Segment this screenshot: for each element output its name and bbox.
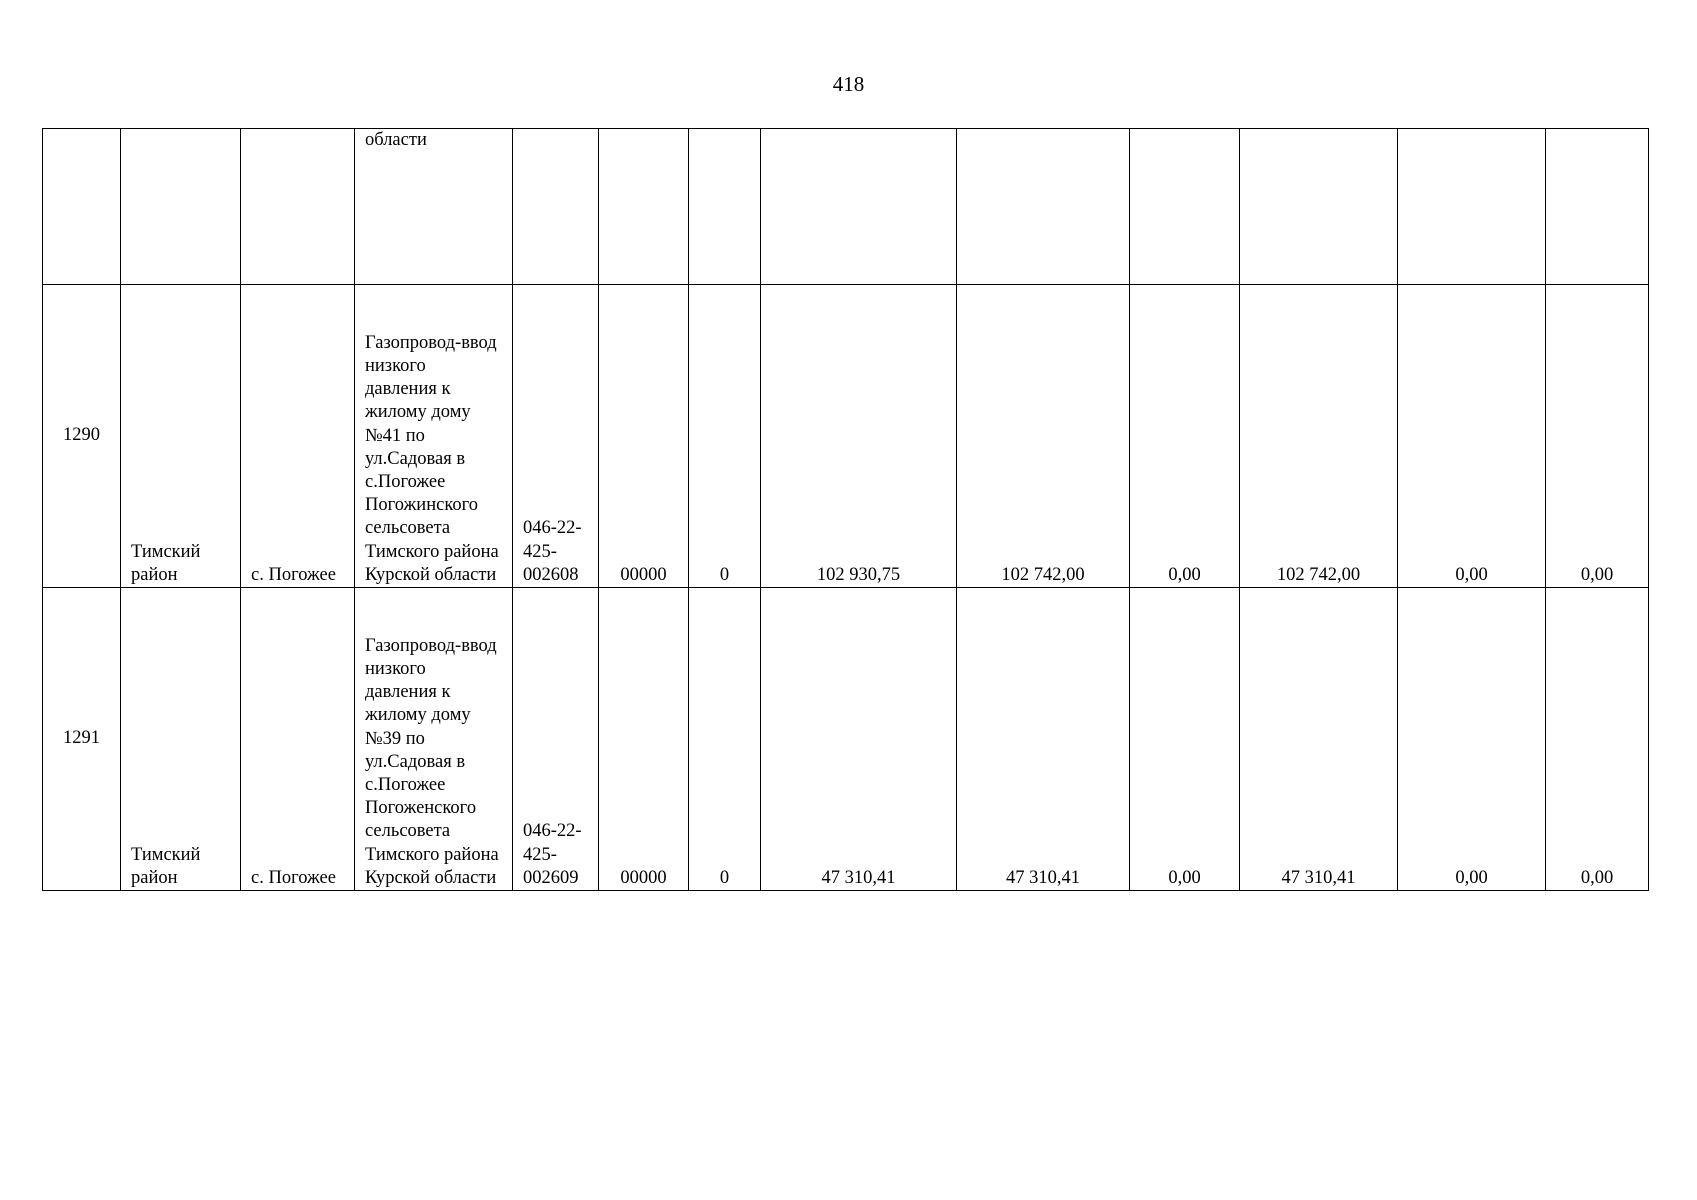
cell-value2: 102 742,00	[957, 285, 1130, 588]
table-row-continued	[43, 129, 1649, 285]
cell-district	[121, 588, 241, 891]
cell-district	[121, 285, 241, 588]
cell-value3: 0,00	[1130, 285, 1240, 588]
page-number: 418	[832, 72, 865, 96]
cell-number: 1290	[43, 285, 121, 588]
cell-value6: 0,00	[1546, 285, 1649, 588]
cell-value5: 0,00	[1398, 588, 1546, 891]
district-text: Тимский район	[131, 844, 201, 888]
table-row	[43, 285, 1649, 588]
cell-code2: 00000	[599, 285, 689, 588]
registry-code-text: 046-22-425-002608	[523, 518, 582, 585]
cell-value5	[1398, 129, 1546, 285]
cell-registry-code	[513, 285, 599, 588]
description-tail: области	[365, 130, 427, 150]
cell-number: 1291	[43, 588, 121, 891]
cell-description	[355, 588, 513, 891]
cell-number	[43, 129, 121, 285]
registry-code-text: 046-22-425-002609	[523, 821, 582, 888]
cell-settlement	[241, 588, 355, 891]
settlement-text: с. Погожее	[251, 867, 336, 888]
description-text: Газопровод-ввод низкого давления к жилому дому №39 по ул.Садовая в с.Погожее Погоженского сельсовета Тимского района Курской области	[365, 635, 499, 888]
cell-settlement	[241, 129, 355, 285]
cell-value2: 47 310,41	[957, 588, 1130, 891]
cell-value6	[1546, 129, 1649, 285]
description-text: Газопровод-ввод низкого давления к жилому дому №41 по ул.Садовая в с.Погожее Погожинского сельсовета Тимского района Курской области	[365, 332, 499, 585]
cell-value5: 0,00	[1398, 285, 1546, 588]
cell-value2	[957, 129, 1130, 285]
table-row	[43, 588, 1649, 891]
cell-code3: 0	[689, 588, 761, 891]
district-text: Тимский район	[131, 541, 201, 585]
cell-description	[355, 129, 513, 285]
cell-value1	[761, 129, 957, 285]
cell-settlement	[241, 285, 355, 588]
cell-value1: 47 310,41	[761, 588, 957, 891]
cell-district	[121, 129, 241, 285]
cell-description	[355, 285, 513, 588]
cell-value3: 0,00	[1130, 588, 1240, 891]
cell-value4: 102 742,00	[1240, 285, 1398, 588]
cell-code2	[599, 129, 689, 285]
cell-registry-code	[513, 588, 599, 891]
cell-value3	[1130, 129, 1240, 285]
settlement-text: с. Погожее	[251, 564, 336, 585]
cell-value4: 47 310,41	[1240, 588, 1398, 891]
cell-code3	[689, 129, 761, 285]
cell-value6: 0,00	[1546, 588, 1649, 891]
registry-table	[42, 128, 1649, 891]
cell-registry-code	[513, 129, 599, 285]
cell-code2: 00000	[599, 588, 689, 891]
cell-code3: 0	[689, 285, 761, 588]
cell-value4	[1240, 129, 1398, 285]
cell-value1: 102 930,75	[761, 285, 957, 588]
